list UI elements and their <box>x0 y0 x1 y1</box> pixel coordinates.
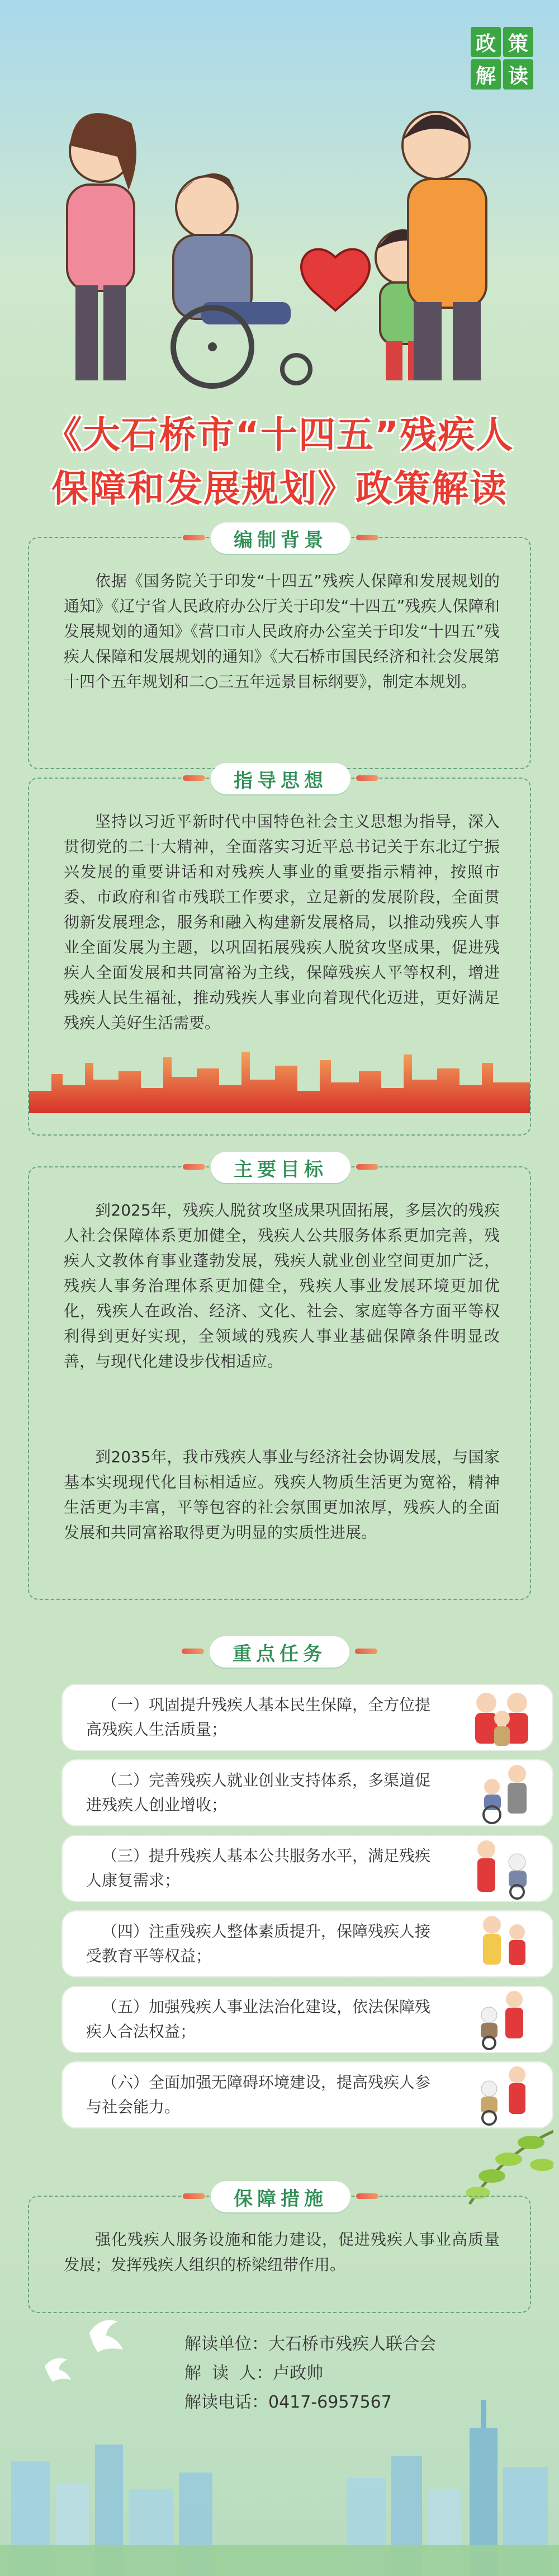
section-heading: 指导思想 <box>211 763 350 794</box>
red-skyline-decoration <box>29 1040 530 1113</box>
section-measures <box>28 2187 531 2313</box>
badge-char: 政 <box>471 27 501 57</box>
section-text: 坚持以习近平新时代中国特色社会主义思想为指导，深入贯彻党的二十大精神，全面落实习近平总书记关于东北辽宁振兴发展的重要讲话和对残疾人事业的重要指示精神，按照市委、市政府和省市残联工作要求，立足新的发展阶段，全面贯彻新发展理念，服务和融入构建新发展格局，以推动残疾人事业全面发展为主题，以巩固拓展残疾人脱贫攻坚成果，促进残疾人全面发展和共同富裕为主线，保障残疾人平等权利，增进残疾人民生福祉，推动残疾人事业向着现代化迈进，更好满足残疾人美好生活需要。 <box>64 812 500 1032</box>
section-text-2035: 到2035年，我市残疾人事业与经济社会协调发展，与国家基本实现现代化目标相适应。残疾人物质生活更为宽裕，精神生活更为丰富，平等包容的社会氛围更加浓厚，残疾人的全面发展和共同富裕取得更为明显的实质性进展。 <box>64 1448 500 1542</box>
task-item-text: （六）全面加强无障碍环境建设，提高残疾人参与社会能力。 <box>86 2073 431 2116</box>
main-title-line1: 《大石桥市“十四五”残疾人 <box>45 413 514 456</box>
task-item-text: （四）注重残疾人整体素质提升，保障残疾人接受教育平等权益； <box>86 1922 431 1965</box>
section-heading: 保障措施 <box>211 2181 350 2212</box>
wheelchair-helper-icon <box>464 1762 542 1824</box>
interpretation-person: 解 读 人：卢政帅 <box>184 2363 324 2383</box>
badge-char: 策 <box>503 27 533 57</box>
badge-char: 解 <box>471 59 501 90</box>
accessibility-icon <box>464 2064 542 2126</box>
task-item-text: （二）完善残疾人就业创业支持体系，多渠道促进残疾人创业增收； <box>86 1771 431 1814</box>
doves-decoration <box>34 2310 134 2389</box>
volunteers-icon <box>464 1686 542 1749</box>
badge-char: 读 <box>503 59 533 90</box>
city-skyline-footer <box>0 2377 559 2576</box>
section-tasks <box>28 1636 531 2151</box>
task-item-text: （一）巩固提升残疾人基本民生保障，全方位提高残疾人生活质量； <box>86 1696 431 1739</box>
section-text: 依据《国务院关于印发“十四五”残疾人保障和发展规划的通知》《辽宁省人民政府办公厅关于印发“十四五”残疾人保障和发展规划的通知》《营口市人民政府办公室关于印发“十四五”残疾人保障和发展规划的通知》《大石桥市国民经济和社会发展第十四个五年规划和二○三五年远景目标纲要》，制定本规划。 <box>64 572 500 691</box>
interpretation-phone: 解读电话：0417-6957567 <box>184 2393 392 2412</box>
family-illustration <box>45 56 514 392</box>
interpretation-unit: 解读单位：大石桥市残疾人联合会 <box>184 2334 436 2354</box>
task-item <box>61 1759 553 1826</box>
education-icon <box>464 1913 542 1975</box>
task-item <box>61 1684 553 1751</box>
task-item-text: （五）加强残疾人事业法治化建设，依法保障残疾人合法权益； <box>86 1998 431 2041</box>
elderly-care-icon <box>464 1837 542 1900</box>
legal-support-icon <box>464 1988 542 2051</box>
task-item <box>61 2061 553 2128</box>
main-title-line2: 保障和发展规划》政策解读 <box>51 467 508 510</box>
section-heading: 编制背景 <box>211 522 350 554</box>
section-text-2025: 到2025年，残疾人脱贫攻坚成果巩固拓展，多层次的残疾人社会保障体系更加健全，残疾人公共服务体系更加完善，残疾人文教体育事业蓬勃发展，残疾人就业创业空间更加广泛，残疾人事务治理体系更加健全，残疾人事业发展环境更加优化，残疾人在政治、经济、文化、社会、家庭等各方面平等权利得到更好实现，全领域的残疾人事业基础保障条件明显改善，与现代化建设步伐相适应。 <box>64 1201 500 1371</box>
section-heading: 重点任务 <box>210 1636 349 1668</box>
section-goals <box>28 1158 531 1600</box>
main-title <box>0 408 559 516</box>
task-item-text: （三）提升残疾人基本公共服务水平，满足残疾人康复需求； <box>86 1847 431 1890</box>
section-background <box>28 529 531 769</box>
task-item <box>61 1835 553 1902</box>
section-heading: 主要目标 <box>211 1152 350 1183</box>
task-item <box>61 1986 553 2053</box>
section-text: 强化残疾人服务设施和能力建设，促进残疾人事业高质量发展；发挥残疾人组织的桥梁纽带作用。 <box>64 2230 500 2274</box>
task-item <box>61 1910 553 1977</box>
